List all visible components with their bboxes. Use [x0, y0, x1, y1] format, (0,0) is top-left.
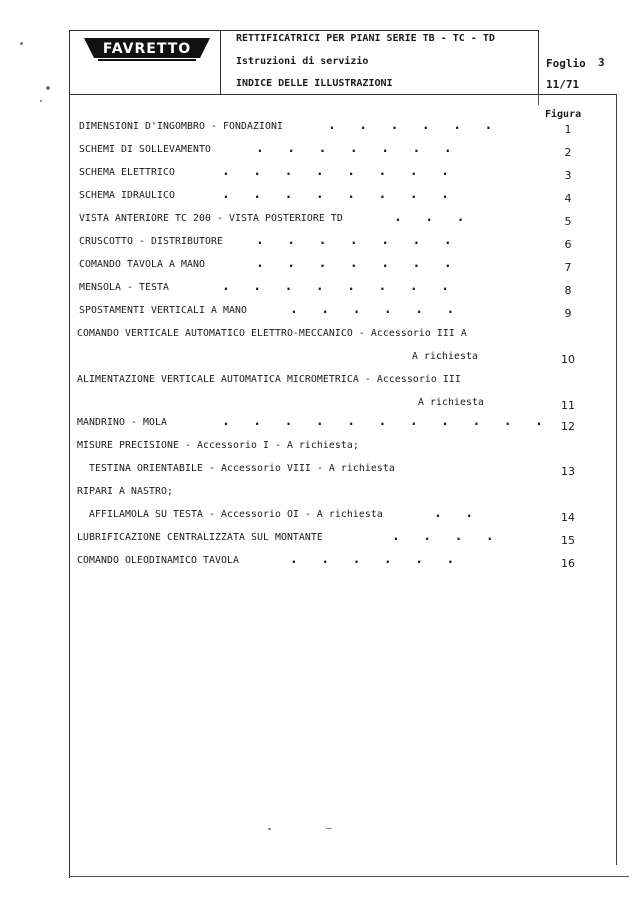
index-entry-text: MISURE PRECISIONE - Accessorio I - A richiesta; [77, 440, 359, 451]
company-logo [84, 38, 210, 62]
index-entry-text: SCHEMI DI SOLLEVAMENTO [79, 144, 211, 155]
index-entry-text: RIPARI A NASTRO; [77, 486, 173, 497]
index-entry-text: CRUSCOTTO - DISTRIBUTORE [79, 236, 223, 247]
index-entry-continuation: TESTINA ORIENTABILE - Accessorio VIII - A richiesta [89, 463, 395, 474]
frame-bottom-line [69, 876, 629, 877]
index-entry-text: VISTA ANTERIORE TC 200 - VISTA POSTERIORE TD [79, 213, 343, 224]
frame-left-line [69, 30, 70, 878]
figure-number: 14 [561, 511, 575, 524]
index-entry-text: DIMENSIONI D'INGOMBRO - FONDAZIONI [79, 121, 283, 132]
leader-dots: . . . . . . . . [222, 164, 449, 179]
document-subtitle: Istruzioni di servizio [236, 56, 369, 67]
header-top-line [69, 30, 539, 31]
sheet-label: Foglio [546, 57, 586, 70]
index-entry-text: MANDRINO - MOLA [77, 417, 167, 428]
sheet-number: 3 [598, 56, 605, 69]
logo-text: FAVRETTO [102, 41, 192, 57]
figure-number: 9 [564, 307, 572, 320]
figure-number: 16 [561, 557, 575, 570]
index-entry-continuation: A richiesta [412, 351, 478, 362]
figure-number: 12 [561, 420, 575, 433]
figure-column-header: Figura [545, 109, 582, 120]
figure-number: 4 [564, 192, 572, 205]
header-bottom-line [69, 94, 617, 95]
figure-number: 7 [564, 261, 572, 274]
leader-dots: . . . . [392, 529, 494, 544]
leader-dots: . . [434, 506, 474, 521]
document-date: 11/71 [546, 78, 580, 91]
leader-dots: . . . . . . . . [222, 187, 449, 202]
leader-dots: . . . . . . . [256, 256, 452, 271]
leader-dots: . . . [394, 210, 465, 225]
index-entry-text: SCHEMA IDRAULICO [79, 190, 175, 201]
section-title: INDICE DELLE ILLUSTRAZIONI [236, 78, 393, 89]
index-entry-text: MENSOLA - TESTA [79, 282, 169, 293]
figure-number: 3 [564, 169, 572, 182]
leader-dots: . . . . . . [290, 552, 455, 567]
scan-speck [326, 828, 332, 829]
index-entry-text: LUBRIFICAZIONE CENTRALIZZATA SUL MONTANTE [77, 532, 323, 543]
scan-speck [40, 100, 42, 102]
header-separator [220, 30, 221, 94]
figure-number: 6 [564, 238, 572, 251]
leader-dots: . . . . . . . . . . . [222, 414, 543, 429]
leader-dots: . . . . . . . . [222, 279, 449, 294]
index-entry-text: SCHEMA ELETTRICO [79, 167, 175, 178]
index-entry-text: COMANDO OLEODINAMICO TAVOLA [77, 555, 239, 566]
leader-dots: . . . . . . [290, 302, 455, 317]
figure-number: 5 [564, 215, 572, 228]
figure-number: 2 [564, 146, 572, 159]
figure-number: 1 [564, 123, 572, 136]
document-title: RETTIFICATRICI PER PIANI SERIE TB - TC - TD [236, 33, 495, 44]
scan-speck [20, 42, 23, 45]
index-entry-text: COMANDO VERTICALE AUTOMATICO ELETTRO-MECCANICO - Accessorio III A [77, 328, 467, 339]
index-entry-text: COMANDO TAVOLA A MANO [79, 259, 205, 270]
figure-number: 13 [561, 465, 575, 478]
frame-right-line [616, 95, 617, 865]
leader-dots: . . . . . . . [256, 141, 452, 156]
header-separator [538, 30, 539, 94]
leader-dots: . . . . . . [328, 118, 493, 133]
index-entry-continuation: A richiesta [418, 397, 484, 408]
figure-number: 8 [564, 284, 572, 297]
scan-speck [46, 86, 50, 90]
figure-column-tick [538, 95, 539, 105]
figure-number: 10 [561, 353, 575, 366]
figure-number: 15 [561, 534, 575, 547]
scan-speck [268, 828, 271, 830]
index-entry-continuation: AFFILAMOLA SU TESTA - Accessorio OI - A richiesta [89, 509, 383, 520]
figure-number: 11 [561, 399, 575, 412]
leader-dots: . . . . . . . [256, 233, 452, 248]
index-entry-text: ALIMENTAZIONE VERTICALE AUTOMATICA MICROMETRICA - Accessorio III [77, 374, 461, 385]
index-entry-text: SPOSTAMENTI VERTICALI A MANO [79, 305, 247, 316]
